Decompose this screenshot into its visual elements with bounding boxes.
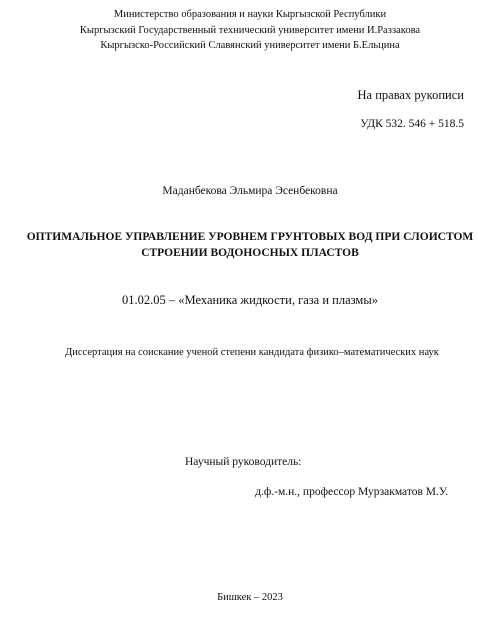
manuscript-rights-note: На правах рукописи [357, 88, 464, 102]
advisor-label: Научный руководитель: [185, 456, 302, 468]
udk-code: УДК 532. 546 + 518.5 [360, 118, 464, 130]
dissertation-title: ОПТИМАЛЬНОЕ УПРАВЛЕНИЕ УРОВНЕМ ГРУНТОВЫХ ВОД ПРИ СЛОИСТОМ СТРОЕНИИ ВОДОНОСНЫХ ПЛАСТОВ [26, 231, 474, 259]
author-name: Маданбекова Эльмира Эсенбековна [162, 185, 338, 197]
city-year: Бишкек – 2023 [217, 592, 283, 603]
advisor-name: д.ф.-м.н., профессор Мурзакматов М.У. [255, 486, 448, 498]
specialty-code: 01.02.05 – «Механика жидкости, газа и плазмы» [122, 293, 378, 307]
university-line-2: Кыргызско-Российский Славянский университет имени Б.Ельцина [100, 40, 400, 51]
ministry-line: Министерство образования и науки Кыргызской Республики [113, 9, 387, 20]
degree-purpose: Диссертация на соискание ученой степени кандидата физико–математических наук [65, 347, 439, 358]
institution-header [0, 7, 500, 54]
university-line-1: Кыргызский Государственный технический университет имени И.Раззакова [79, 24, 421, 36]
